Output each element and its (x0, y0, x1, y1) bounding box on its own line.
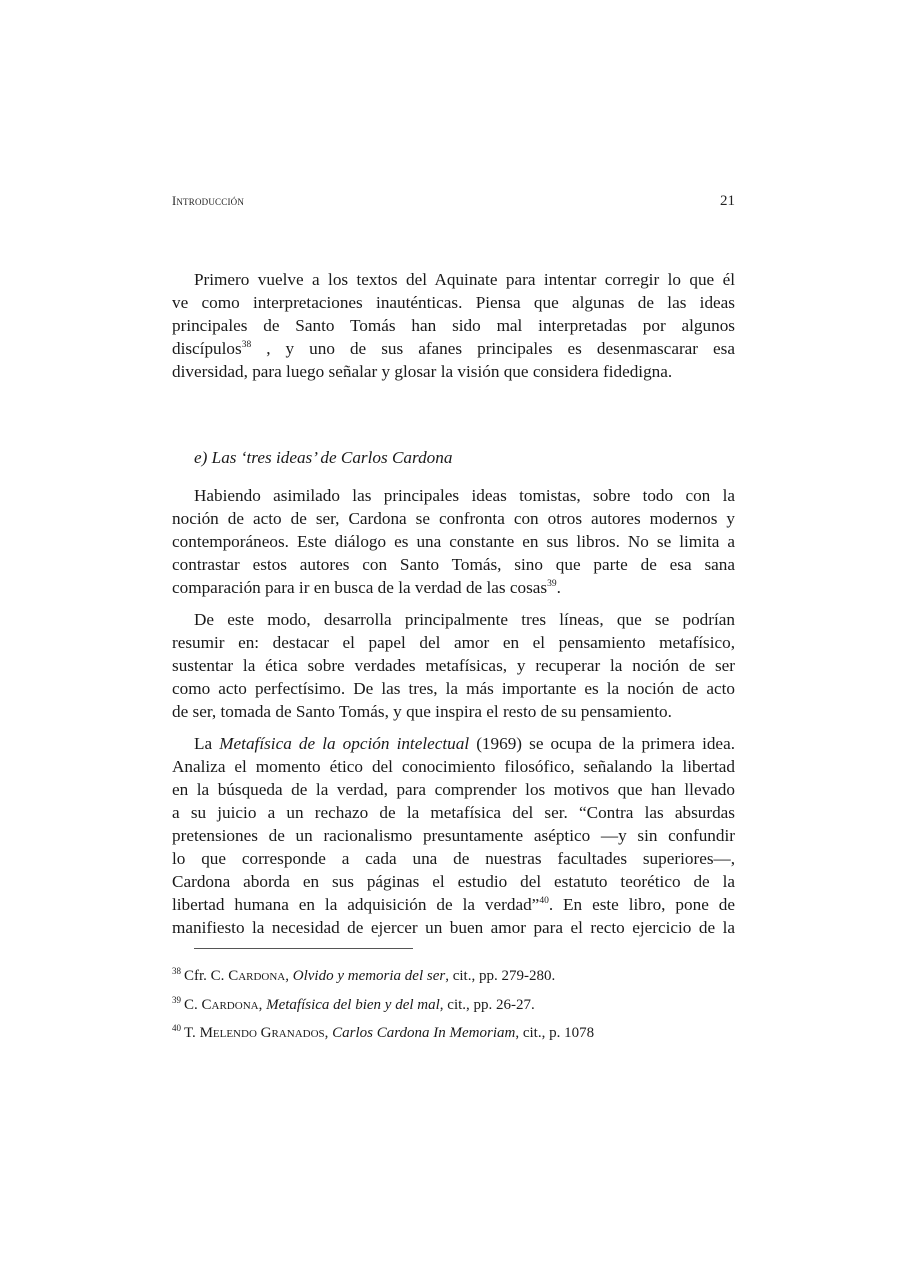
text-fragment: . (556, 578, 561, 597)
text-line: noción de acto de ser, Cardona se confronta con otros autores modernos y (172, 509, 735, 528)
footnote-author: Cardona (201, 997, 259, 1013)
text-line: a su juicio a un rechazo de la metafísica del ser. “Contra las absurdas (172, 803, 735, 822)
text-line (172, 576, 735, 599)
footnote-ref-39[interactable]: 39 (547, 579, 557, 589)
text-line: Primero vuelve a los textos del Aquinate para intentar corregir lo que él (194, 270, 735, 289)
paragraph-2 (172, 484, 735, 599)
paragraph-3 (172, 608, 735, 723)
text-line: contemporáneos. Este diálogo es una constante en sus libros. No se limita a (172, 532, 735, 551)
footnote-text: C. (184, 997, 202, 1013)
text-line: Analiza el momento ético del conocimiento filosófico, señalando la libertad (172, 757, 735, 776)
text-line: De este modo, desarrolla principalmente tres líneas, que se podrían (194, 610, 735, 629)
paragraph-1 (172, 268, 735, 383)
footnote-ref-38[interactable]: 38 (241, 340, 252, 350)
text-line: pretensiones de un racionalismo presuntamente aséptico —y sin confundir (172, 826, 735, 845)
footnote-number: 39 (172, 995, 181, 1005)
text-line: Habiendo asimilado las principales ideas tomistas, sobre todo con la (194, 486, 735, 505)
footnote-title: Metafísica del bien y del mal (266, 997, 440, 1013)
footnote-title: Olvido y memoria del ser (292, 968, 446, 984)
running-head-title: Introducción (172, 194, 245, 208)
text-fragment: comparación para ir en busca de la verdad de las cosas (172, 578, 548, 597)
footnote-39 (172, 995, 535, 1015)
footnote-text: , cit., pp. 279-280. (445, 968, 556, 984)
text-fragment: discípulos (172, 339, 242, 358)
text-line (172, 732, 735, 755)
section-heading: e) Las ‘tres ideas’ de Carlos Cardona (194, 448, 453, 467)
text-line: de ser, tomada de Santo Tomás, y que inspira el resto de su pensamiento. (172, 702, 672, 721)
text-line: diversidad, para luego señalar y glosar la visión que considera fidedigna. (172, 362, 673, 381)
text-line: manifiesto la necesidad de ejercer un buen amor para el recto ejercicio de la (172, 918, 735, 937)
footnote-title: Carlos Cardona In Memoriam (332, 1025, 516, 1041)
footnote-text: Cfr. C. (184, 968, 229, 984)
text-fragment: libertad humana en la adquisición de la verdad” (172, 895, 540, 914)
paragraph-4 (172, 732, 735, 939)
text-line (172, 337, 735, 360)
text-line: Cardona aborda en sus páginas el estudio del estatuto teorético de la (172, 872, 735, 891)
book-title: Metafísica de la opción intelectual (219, 734, 470, 753)
footnote-ref-40[interactable]: 40 (539, 896, 549, 906)
footnote-author: Melendo Granados (199, 1025, 325, 1041)
footnote-number: 40 (172, 1023, 181, 1033)
text-line: contrastar estos autores con Santo Tomás, sino que parte de esa sana (172, 555, 735, 574)
footnote-text: , cit., p. 1078 (515, 1025, 595, 1041)
text-line: en la búsqueda de la verdad, para comprender los motivos que han llevado (172, 780, 735, 799)
text-line: lo que corresponde a cada una de nuestras facultades superiores—, (172, 849, 735, 868)
footnote-text: T. (184, 1025, 200, 1041)
text-fragment: , y uno de sus afanes principales es desenmascarar esa (251, 339, 735, 358)
text-fragment: . En este libro, pone de (548, 895, 735, 914)
footnote-separator (194, 948, 413, 949)
text-line (172, 893, 735, 916)
text-fragment: La (194, 734, 220, 753)
page-number: 21 (720, 193, 735, 209)
footnote-text: , (324, 1025, 333, 1041)
footnote-38 (172, 966, 555, 986)
text-line: resumir en: destacar el papel del amor en el pensamiento metafísico, (172, 633, 735, 652)
footnote-author: Cardona (228, 968, 286, 984)
footnote-number: 38 (172, 966, 181, 976)
text-line: como acto perfectísimo. De las tres, la más importante es la noción de acto (172, 679, 735, 698)
footnote-text: , (285, 968, 293, 984)
text-line: ve como interpretaciones inauténticas. Piensa que algunas de las ideas (172, 293, 735, 312)
footnote-text: , (258, 997, 267, 1013)
footnote-40 (172, 1023, 594, 1043)
text-line: sustentar la ética sobre verdades metafísicas, y recuperar la noción de ser (172, 656, 735, 675)
footnote-text: , cit., pp. 26-27. (439, 997, 535, 1013)
text-line: principales de Santo Tomás han sido mal interpretadas por algunos (172, 316, 735, 335)
text-fragment: (1969) se ocupa de la primera idea. (469, 734, 735, 753)
